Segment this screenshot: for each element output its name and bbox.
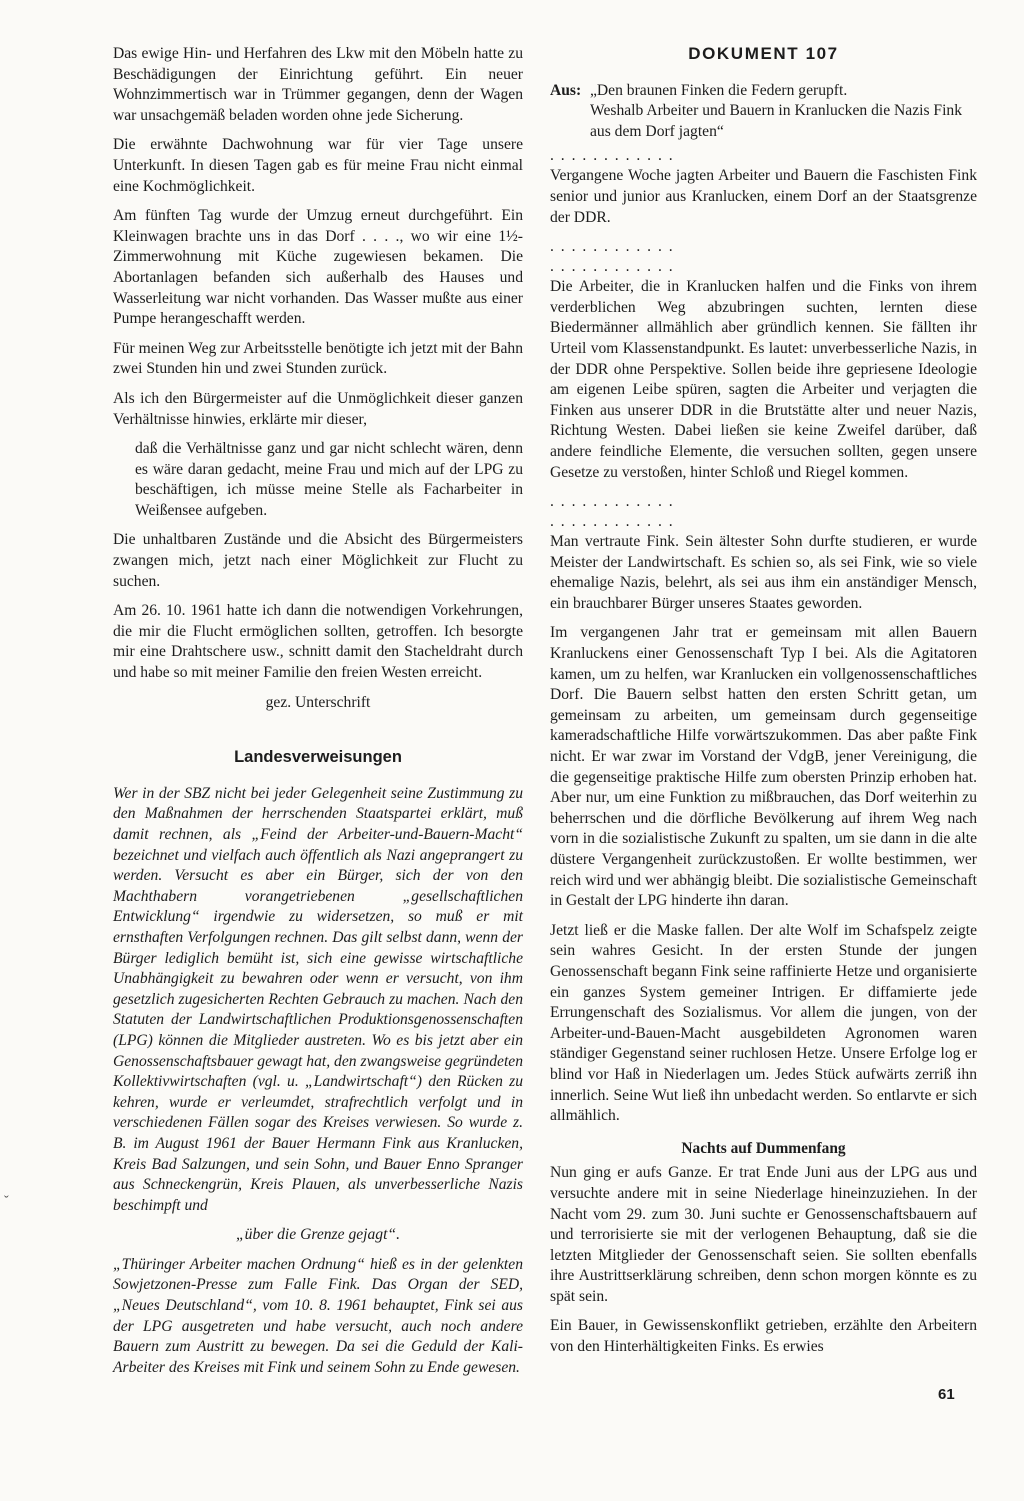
- paragraph-attic-flat: Die erwähnte Dachwohnung war für vier Tage unsere Unterkunft. In diesen Tagen gab es für meine Frau nicht einmal eine Kochmöglichkeit.: [113, 136, 523, 195]
- document-title: DOKUMENT 107: [688, 44, 839, 63]
- paragraph-escape-date: Am 26. 10. 1961 hatte ich dann die notwendigen Vorkehrungen, die mir die Flucht ermöglichen sollten, getroffen. Ich besorgte mir eine Drahtschere usw., schnitt damit den Stacheldraht durch und habe so mit meiner Familie den freien Westen erreicht.: [113, 602, 523, 682]
- ellipsis-1: . . . . . . . . . . . .: [550, 147, 675, 165]
- source-title: „Den braunen Finken die Federn gerupft.: [590, 81, 848, 99]
- right-column: [550, 44, 977, 1367]
- paragraph-furniture-damage: Das ewige Hin- und Herfahren des Lkw mit den Möbeln hatte zu Beschädigungen der Einrichtung geführt. Ein neuer Wohnzimmertisch war in Trümmer gegangen, denn der Wagen war unsachgemäß beladen worden ohne jede Sicherung.: [113, 45, 523, 124]
- paragraph-farmer: Ein Bauer, in Gewissenskonflikt getrieben, erzählte den Arbeitern von den Hinterhältigkeiten Finks. Es erwies: [550, 1317, 977, 1356]
- paragraph-mayor: Als ich den Bürgermeister auf die Unmöglichkeit dieser ganzen Verhältnisse hinwies, erklärte mir dieser,: [113, 389, 523, 428]
- signature: gez. Unterschrift: [265, 693, 371, 711]
- subheading: Nachts auf Dummenfang: [681, 1139, 846, 1157]
- paragraph-trust: Man vertraute Fink. Sein ältester Sohn durfte studieren, er wurde Meister der Landwirtschaft. Es schien so, als sei Fink, wie so viele ehemalige Nazis, belehrt, als sei aus ihm ein anständiger Mensch, ein brauchbarer Bürger unseres Staates geworden.: [550, 533, 977, 612]
- left-column: [113, 44, 523, 1387]
- source-label: Aus:: [550, 81, 582, 99]
- paragraph-commute: Für meinen Weg zur Arbeitsstelle benötigte ich jetzt mit der Bahn zwei Stunden hin und zwei Stunden zurück.: [113, 339, 523, 378]
- ellipsis-3: . . . . . . . . . . . .: [550, 258, 675, 276]
- ellipsis-5: . . . . . . . . . . . .: [550, 513, 675, 531]
- paragraph-escape-motive: Die unhaltbaren Zustände und die Absicht des Bürgermeisters zwangen mich, jetzt nach einer Möglichkeit zur Flucht zu suchen.: [113, 531, 523, 590]
- source-subtitle: Weshalb Arbeiter und Bauern in Kranlucken die Nazis Fink aus dem Dorf jagten“: [590, 102, 963, 140]
- source-line: [550, 81, 977, 102]
- paragraph-move-to-village: Am fünften Tag wurde der Umzug erneut durchgeführt. Ein Kleinwagen brachte uns in das Dorf . . . ., wo wir eine 1½-Zimmerwohnung mit Küche zugewiesen bekamen. Die Abortanlagen befanden sich außerhalb des Hauses und Wasserleitung war nicht vorhanden. Das Wasser mußte aus einer Pumpe herangeschafft werden.: [113, 207, 523, 328]
- paragraph-workers-verdict: Die Arbeiter, die in Kranlucken halfen und die Finks von ihrem verderblichen Weg abzubringen suchten, lernten diese Biedermänner allmählich aber gründlich kennen. Sie fällten ihr Urteil vom Klassenstandpunkt. Es lautet: unverbesserliche Nazis, in der DDR ohne Perspektive. Sollen beide ihre gepriesene Ideologie am eigenen Leibe spüren, sagten die Arbeiter und verjagten die Finken aus unserer DDR in die Brutstätte alter und neuer Nazis, Richtung Westen. Dabei ließen sie keine Zweifel darüber, daß andere feindliche Elemente, die versuchen sollten, gegen unsere Gesetze zu verstoßen, hinter Schloß und Riegel kommen.: [550, 278, 977, 481]
- paragraph-expulsion: Vergangene Woche jagten Arbeiter und Bauern die Faschisten Fink senior und junior aus Kranlucken, einem Dorf an der Staatsgrenze der DDR.: [550, 167, 977, 226]
- italic-quote-border: „über die Grenze gejagt“.: [235, 1226, 400, 1244]
- ellipsis-2: . . . . . . . . . . . .: [550, 238, 675, 256]
- scan-mark: ˇ: [4, 1194, 9, 1209]
- section-heading: Landesverweisungen: [234, 748, 402, 767]
- paragraph-cooperative: Im vergangenen Jahr trat er gemeinsam mit allen Bauern Kranluckens einer Genossenschaft Typ I bei. Als die Agitatoren kamen, um zu helfen, war Kranlucken ein vollgenossenschaftliches Dorf. Die Bauern selbst hatten den ersten Schritt getan, um gemeinsam zu arbeiten, um gemeinsam durch gegenseitige kameradschaftliche Hilfe vorwärtszukommen. Das aber paßte Fink nicht. Er war zwar im Vorstand der VdgB, jener Vereinigung, die die gegenseitige praktische Hilfe zum obersten Prinzip erhoben hat. Aber nur, um eine Funktion zu mißbrauchen, das Dorf weiterhin zu beherrschen und die dörfliche Bevölkerung auf ihrem Weg nach vorn in die sozialistische Zukunft zu spalten, um sie dann in die alte düstere Vergangenheit zurückzustoßen. Er wollte bestimmen, wer reich wird und wer abhängig bleibt. Die sozialistische Gemeinschaft in Gestalt der LPG hinderte ihn daran.: [550, 624, 977, 910]
- italic-paragraph-intro: Wer in der SBZ nicht bei jeder Gelegenheit seine Zustimmung zu den Maßnahmen der herrschenden Staatspartei erklärt, muß damit rechnen, als „Feind der Arbeiter-und-Bauern-Macht“ bezeichnet und vielfach auch öffentlich als Nazi angeprangert zu werden. Versucht es aber ein Bürger, sich der von den Machthabern vorangetriebenen „gesellschaftlichen Entwicklung“ irgendwie zu widersetzen, so muß er mit ernsthaften Verfolgungen rechnen. Das gilt selbst dann, wenn der Bürger lediglich bemüht ist, sich eine gewisse wirtschaftliche Unabhängigkeit zu bewahren oder wenn er versucht, von ihm gesetzlich zugesicherten Rechten Gebrauch zu machen. Nach den Statuten der Landwirtschaftlichen Produktionsgenossenschaften (LPG) können die Mitglieder austreten. Wo es bis jetzt aber ein Genossenschaftsbauer gewagt hat, den zwangsweise gegründeten Kollektivwirtschaften (vgl. u. „Landwirtschaft“) den Rücken zu kehren, wurde er verleumdet, strafrechtlich verfolgt und in verschiedenen Fällen sogar des Kreises verwiesen. So wurde z. B. im August 1961 der Bauer Hermann Fink aus Kranlucken, Kreis Bad Salzungen, und sein Sohn, und Bauer Enno Spranger aus Schneckengrün, Kreis Plauen, als unverbesserliche Nazis beschimpft und: [113, 784, 523, 1214]
- page-number: 61: [938, 1386, 955, 1403]
- mayor-quote: daß die Verhältnisse ganz und gar nicht schlecht wären, denn es wäre daran gedacht, meine Frau und mich auf der LPG zu beschäftigen, ich müsse meine Stelle als Facharbeiter in Weißensee aufgeben.: [135, 440, 523, 519]
- paragraph-mask: Jetzt ließ er die Maske fallen. Der alte Wolf im Schafspelz zeigte sein wahres Gesicht. In der ersten Stunde der jungen Genossenschaft begann Fink seine raffinierte Hetze und organisierte ein ganzes System gemeiner Intrigen. Er diffamierte jede Errungenschaft des Sozialismus. Vor allem die jungen, von der Arbeiter-und-Bauen-Macht ausgebildeten Agronomen waren ständiger Gegenstand seiner ruchlosen Hetze. Unsere Erfolge log er blind vor Haß in Niederlagen um. Jedes Stück aufwärts zerriß ihn innerlich. Seine Wut ließ ihn unbedacht werden. So entlarvte er sich allmählich.: [550, 921, 977, 1125]
- paragraph-night: Nun ging er aufs Ganze. Er trat Ende Juni aus der LPG aus und versuchte andere mit in seine Niederlage hineinzuziehen. In der Nacht vom 29. zum 30. Juni suchte er Genossenschaftsbauern auf und terrorisierte sie mit der verlogenen Behauptung, daß sie die letzten Mitglieder der Genossenschaft seien. Sie sollten ebenfalls ihre Austrittserklärung schreiben, denn schon morgen könnte es zu spät sein.: [550, 1164, 977, 1305]
- italic-paragraph-press: „Thüringer Arbeiter machen Ordnung“ hieß es in der gelenkten Sowjetzonen-Presse zum Falle Fink. Das Organ der SED, „Neues Deutschland“, vom 10. 8. 1961 behauptet, Fink sei aus der LPG ausgetreten und habe versucht, auch noch andere Bauern zum Austritt zu bewegen. Da sei die Geduld der Kali-Arbeiter des Kreises mit Fink und seinem Sohn zu Ende gewesen.: [113, 1255, 523, 1376]
- ellipsis-4: . . . . . . . . . . . .: [550, 493, 675, 511]
